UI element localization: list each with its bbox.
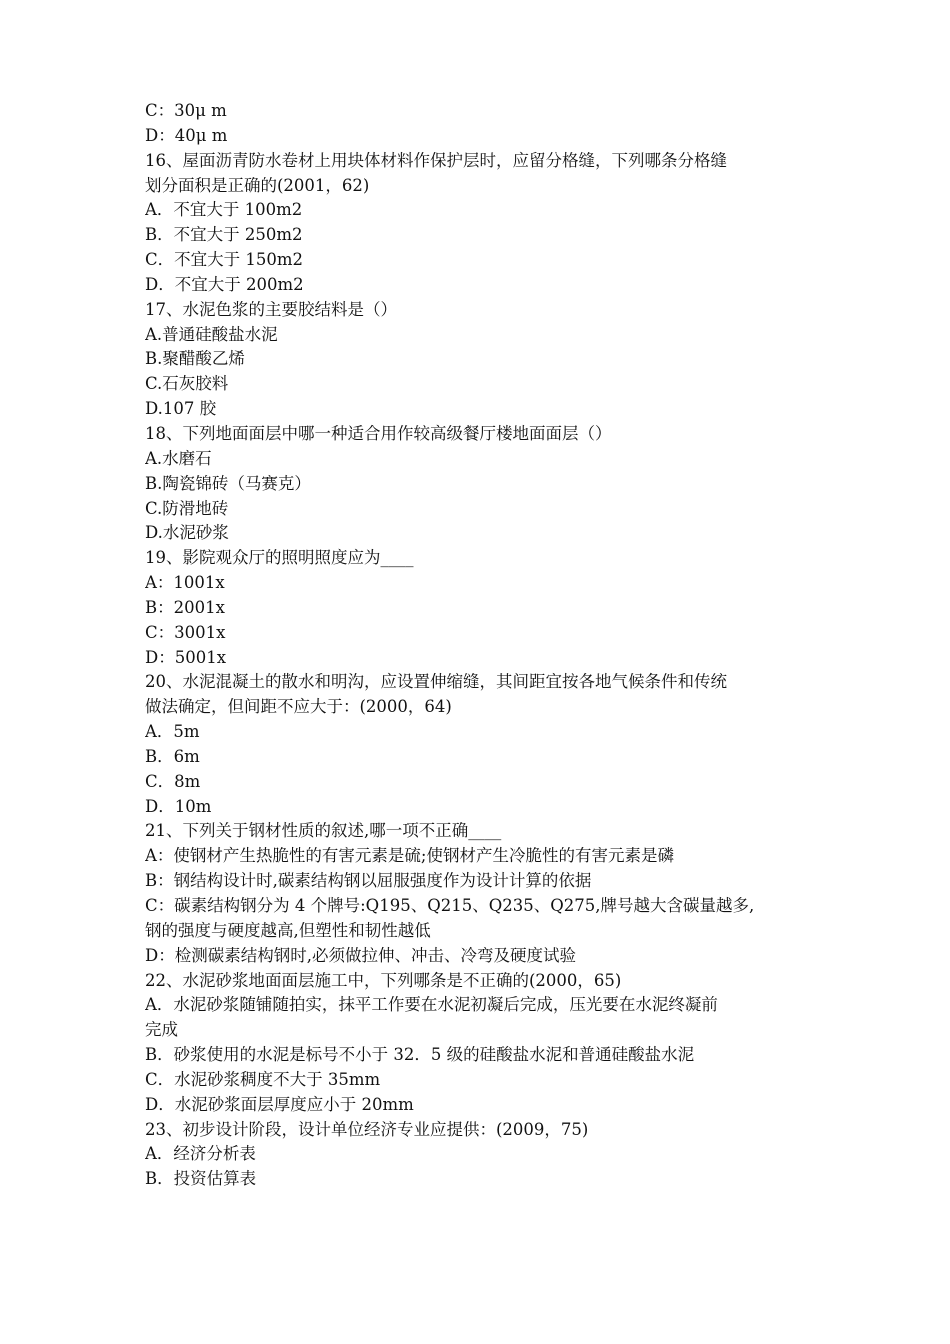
text-line: C.石灰胶料 (145, 374, 229, 394)
text-line: 钢的强度与硬度越高,但塑性和韧性越低 (145, 920, 431, 940)
text-line: C．不宜大于 150m2 (145, 250, 304, 270)
text-line: A．经济分析表 (145, 1144, 256, 1164)
text-line: D.水泥砂浆 (145, 523, 229, 543)
text-line: C．水泥砂浆稠度不大于 35mm (145, 1069, 381, 1089)
text-line: 23、初步设计阶段，设计单位经济专业应提供：(2009，75) (145, 1119, 589, 1139)
text-line: 做法确定，但间距不应大于：(2000，64) (145, 697, 452, 717)
text-line: 17、水泥色浆的主要胶结料是（） (145, 299, 397, 319)
text-line: D：检测碳素结构钢时,必须做拉伸、冲击、冷弯及硬度试验 (145, 945, 576, 965)
text-line: C.防滑地砖 (145, 498, 229, 518)
text-line: C：3001x (145, 622, 226, 642)
text-line: B．不宜大于 250m2 (145, 225, 303, 245)
text-line: 划分面积是正确的(2001，62) (145, 175, 370, 195)
text-line: B．6m (145, 746, 200, 766)
text-line: A.普通硅酸盐水泥 (145, 324, 278, 344)
text-line: B.聚醋酸乙烯 (145, 349, 245, 369)
text-line: 22、水泥砂浆地面面层施工中，下列哪条是不正确的(2000，65) (145, 970, 622, 990)
text-line: D．10m (145, 796, 212, 816)
text-line: B.陶瓷锦砖（马赛克） (145, 473, 311, 493)
text-line: C：碳素结构钢分为 4 个牌号:Q195、Q215、Q235、Q275,牌号越大含碳量越多, (145, 896, 755, 915)
text-line: 16、屋面沥青防水卷材上用块体材料作保护层时，应留分格缝，下列哪条分格缝 (145, 150, 727, 170)
text-line: B．投资估算表 (145, 1169, 257, 1189)
text-line: D：5001x (145, 647, 227, 667)
text-line: D.107 胶 (145, 399, 217, 419)
text-line: A：1001x (145, 573, 225, 593)
text-line: B．砂浆使用的水泥是标号不小于 32．5 级的硅酸盐水泥和普通硅酸盐水泥 (145, 1045, 695, 1065)
text-line: A.水磨石 (145, 448, 212, 468)
text-line: A：使钢材产生热脆性的有害元素是硫;使钢材产生冷脆性的有害元素是磷 (145, 846, 674, 866)
text-line: D．水泥砂浆面层厚度应小于 20mm (145, 1094, 414, 1114)
text-line: C．8m (145, 771, 201, 791)
text-line: C：30μ m (145, 101, 227, 120)
text-line: B：钢结构设计时,碳素结构钢以屈服强度作为设计计算的依据 (145, 871, 592, 891)
text-line: 20、水泥混凝土的散水和明沟，应设置伸缩缝，其间距宜按各地气候条件和传统 (145, 672, 727, 692)
document-body (145, 99, 815, 1192)
text-line: A．水泥砂浆随铺随拍实，抹平工作要在水泥初凝后完成，压光要在水泥终凝前 (145, 995, 718, 1015)
text-line: D：40μ m (145, 125, 228, 145)
text-line: A．5m (145, 722, 200, 742)
text-line: D．不宜大于 200m2 (145, 274, 304, 294)
text-line: 21、下列关于钢材性质的叙述,哪一项不正确____ (145, 821, 502, 841)
text-line: A．不宜大于 100m2 (145, 200, 303, 220)
text-line: 完成 (145, 1020, 178, 1040)
text-line: 19、影院观众厅的照明照度应为____ (145, 548, 414, 568)
text-line: 18、下列地面面层中哪一种适合用作较高级餐厅楼地面面层（） (145, 423, 612, 443)
text-line: B：2001x (145, 597, 225, 617)
